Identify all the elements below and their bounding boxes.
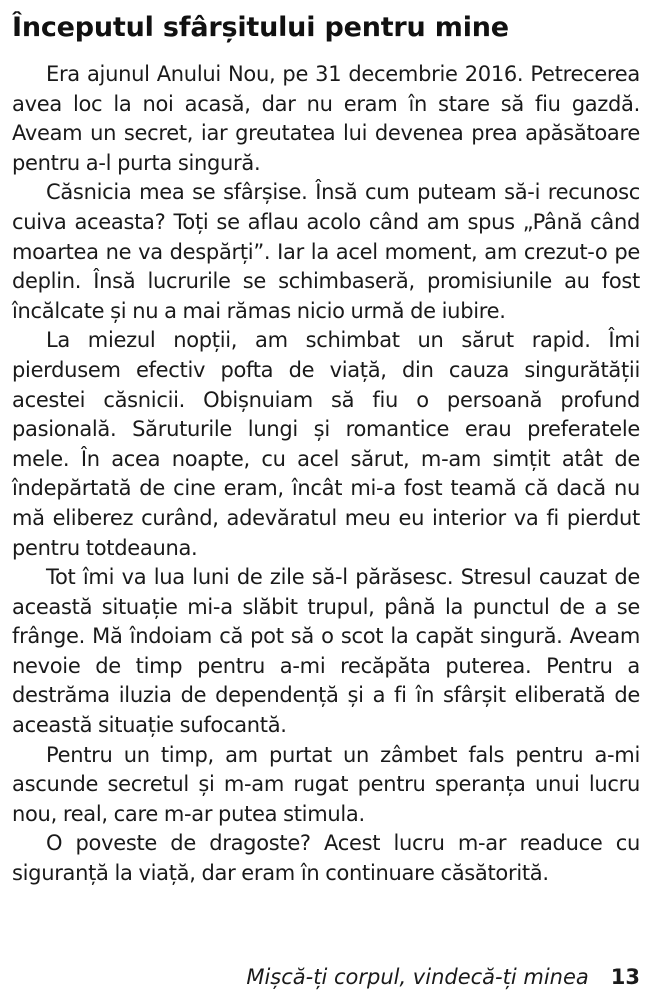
chapter-body (12, 60, 640, 889)
paragraph-6: O poveste de dragoste? Acest lucru m-ar readuce cu siguranță la viață, dar eram în continuare căsătorită. (12, 831, 640, 886)
page-number: 13 (610, 965, 640, 989)
paragraph-4: Tot îmi va lua luni de zile să-l părăsesc. Stresul cauzat de această situație mi-a slăbit trupul, până la punctul de a se frânge. Mă îndoiam că pot să o scot la capăt singură. Aveam nevoie de timp pentru a-mi recăpăta puterea. Pentru a destrăma iluzia de dependență și a fi în sfârșit eliberată de această situație sufocantă. (12, 565, 640, 738)
paragraph-1: Era ajunul Anului Nou, pe 31 decembrie 2016. Petrecerea avea loc la noi acasă, dar nu eram în stare să fiu gazdă. Aveam un secret, iar greutatea lui devenea prea apăsătoare pentru a-l purta singură. (12, 62, 640, 175)
chapter-title: Începutul sfârșitului pentru mine (12, 12, 509, 43)
page (12, 8, 640, 889)
paragraph-5: Pentru un timp, am purtat un zâmbet fals pentru a-mi ascunde secretul și m-am rugat pentru speranța unui lucru nou, real, care m-ar putea stimula. (12, 742, 640, 826)
running-footer-book-title: Mișcă-ți corpul, vindecă-ți minea (246, 965, 589, 989)
page-footer (12, 962, 640, 992)
paragraph-2: Căsnicia mea se sfârșise. Însă cum puteam să-i recunosc cuiva aceasta? Toți se aflau acolo când am spus „Până când moartea ne va despărți”. Iar la acel moment, am crezut-o pe deplin. Însă lucrurile se schimbaseră, promisiunile au fost încălcate și nu a mai rămas nicio urmă de iubire. (12, 180, 640, 323)
paragraph-3: La miezul nopții, am schimbat un sărut rapid. Îmi pierdusem efectiv pofta de viață, din cauza singurătății acestei căsnicii. Obișnuiam să fiu o persoană profund pasională. Săruturile lungi și romantice erau preferatele mele. În acea noapte, cu acel sărut, m-am simțit atât de îndepărtată de cine eram, încât mi-a fost teamă că dacă nu mă eliberez curând, adevăratul meu eu interior va fi pierdut pentru totdeauna. (12, 328, 640, 560)
